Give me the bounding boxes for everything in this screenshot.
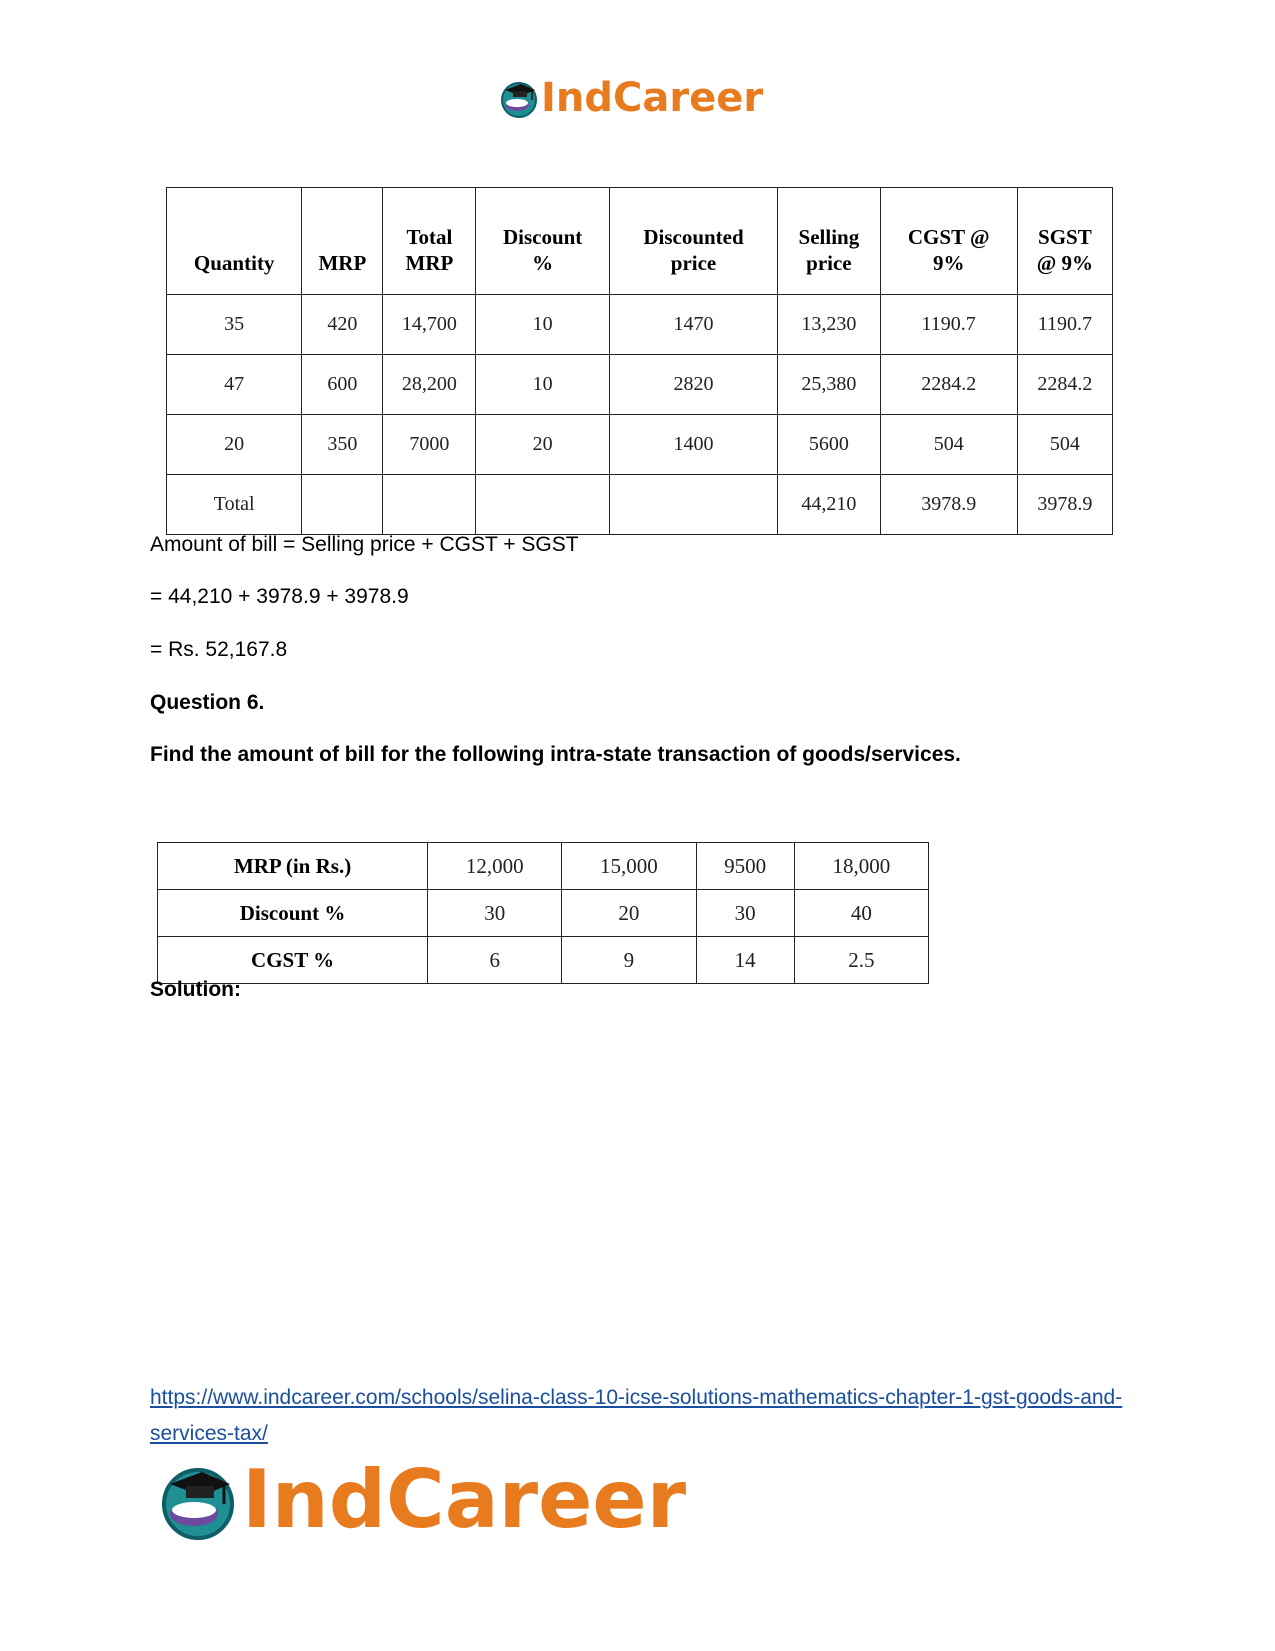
column-header-text: Quantity (193, 251, 275, 275)
table-cell: 12,000 (428, 843, 562, 890)
graduation-cap-globe-icon (499, 78, 539, 118)
column-header-text: Total (406, 225, 453, 249)
solution-heading: Solution: (150, 978, 241, 1001)
table-cell: 3978.9 (880, 475, 1017, 535)
table-cell: 1190.7 (880, 295, 1017, 355)
table-cell: 10 (476, 355, 609, 415)
gst-calculation-table (166, 187, 1113, 535)
table-cell: 13,230 (778, 295, 880, 355)
table-cell: 40 (794, 890, 928, 937)
column-header-text: Discount (502, 225, 583, 249)
column-header-text: % (532, 251, 554, 275)
column-header (476, 188, 609, 295)
table-cell: 350 (302, 415, 383, 475)
brand-name: IndCareer (541, 75, 764, 121)
column-header (167, 188, 302, 295)
table-cell: 1470 (609, 295, 777, 355)
column-header (880, 188, 1017, 295)
table-cell: 504 (1017, 415, 1112, 475)
column-header-text: Discounted (643, 225, 744, 249)
brand-name: IndCareer (242, 1453, 687, 1546)
header-logo (499, 75, 764, 121)
table-row (158, 937, 929, 984)
table-cell (302, 475, 383, 535)
table-cell: 600 (302, 355, 383, 415)
bill-result-line: = Rs. 52,167.8 (150, 638, 288, 661)
column-header-text: SGST (1038, 225, 1092, 249)
footer-logo (158, 1453, 687, 1546)
table-cell: 1400 (609, 415, 777, 475)
column-header-text: @ 9% (1036, 251, 1094, 275)
table-cell: 10 (476, 295, 609, 355)
table-cell: 504 (880, 415, 1017, 475)
question-prompt: Find the amount of bill for the following intra-state transaction of goods/services. (150, 743, 961, 766)
table-cell: 2.5 (794, 937, 928, 984)
question-heading: Question 6. (150, 691, 265, 714)
table-cell: 15,000 (562, 843, 696, 890)
table-cell: 9500 (696, 843, 794, 890)
table-cell: 1190.7 (1017, 295, 1112, 355)
table-cell: 30 (428, 890, 562, 937)
table-cell (609, 475, 777, 535)
column-header (1017, 188, 1112, 295)
column-header-text: MRP (405, 251, 454, 275)
table-cell: 7000 (383, 415, 476, 475)
table-cell: 6 (428, 937, 562, 984)
row-header: CGST % (158, 937, 428, 984)
table-cell: 9 (562, 937, 696, 984)
table-cell: 2820 (609, 355, 777, 415)
question-data-table (157, 842, 929, 984)
table-row (167, 355, 1113, 415)
table-cell: 14,700 (383, 295, 476, 355)
column-header-text: price (670, 251, 717, 275)
column-header (302, 188, 383, 295)
table-cell: 20 (476, 415, 609, 475)
bill-formula-line: Amount of bill = Selling price + CGST + SGST (150, 533, 579, 556)
table-row (158, 843, 929, 890)
column-header-text: CGST @ (907, 225, 990, 249)
bill-sum-line: = 44,210 + 3978.9 + 3978.9 (150, 585, 409, 608)
table-cell: 3978.9 (1017, 475, 1112, 535)
column-header-text: price (806, 251, 852, 275)
column-header (609, 188, 777, 295)
table-cell: 2284.2 (1017, 355, 1112, 415)
table-cell: 2284.2 (880, 355, 1017, 415)
table-cell: 25,380 (778, 355, 880, 415)
column-header (383, 188, 476, 295)
row-header: MRP (in Rs.) (158, 843, 428, 890)
column-header-text: Selling (798, 225, 860, 249)
table-cell: 420 (302, 295, 383, 355)
column-header-text: 9% (932, 251, 965, 275)
table-row (167, 295, 1113, 355)
table-cell (383, 475, 476, 535)
source-link[interactable]: https://www.indcareer.com/schools/selina-class-10-icse-solutions-mathematics-chapter-1-gst-goods-and-services-tax/ (150, 1386, 1123, 1445)
column-header (778, 188, 880, 295)
table-cell: 28,200 (383, 355, 476, 415)
table-cell: 35 (167, 295, 302, 355)
table-cell: 20 (167, 415, 302, 475)
table-cell: 5600 (778, 415, 880, 475)
graduation-cap-globe-icon (158, 1460, 238, 1540)
table-cell: 44,210 (778, 475, 880, 535)
table-row (158, 890, 929, 937)
table-cell: Total (167, 475, 302, 535)
table-row (167, 415, 1113, 475)
table-cell: 30 (696, 890, 794, 937)
table-cell: 47 (167, 355, 302, 415)
table-cell (476, 475, 609, 535)
table-row (167, 475, 1113, 535)
row-header: Discount % (158, 890, 428, 937)
column-header-text: MRP (318, 251, 367, 275)
table-cell: 20 (562, 890, 696, 937)
table-cell: 14 (696, 937, 794, 984)
table-cell: 18,000 (794, 843, 928, 890)
